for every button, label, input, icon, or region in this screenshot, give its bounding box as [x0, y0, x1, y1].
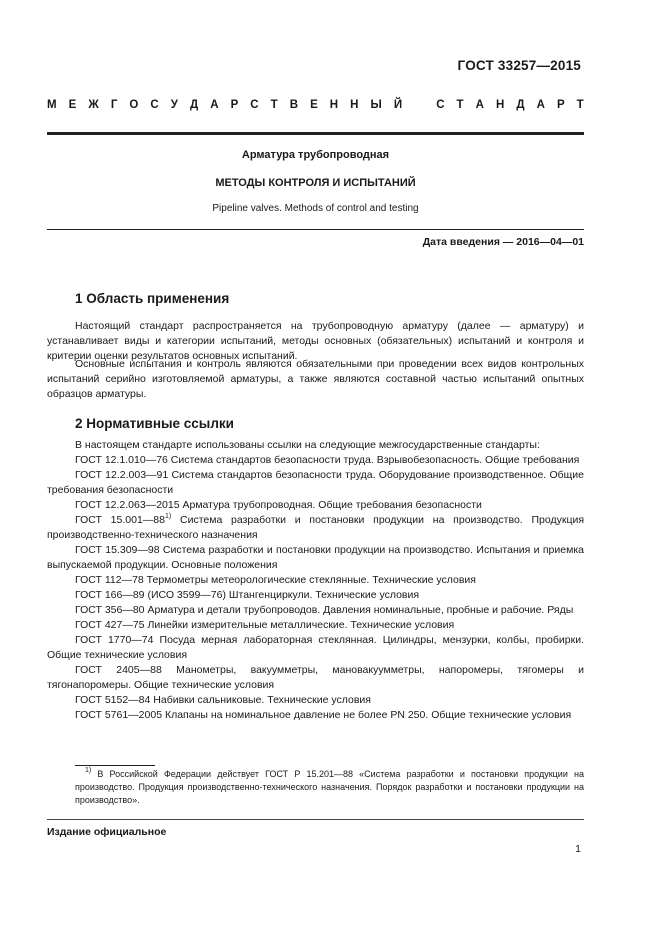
- banner-letter: Д: [189, 99, 199, 111]
- banner-letter: Ы: [370, 99, 382, 111]
- reference-item: ГОСТ 166—89 (ИСО 3599—76) Штангенциркули. Технические условия: [75, 589, 420, 601]
- banner-letter: Н: [350, 99, 359, 111]
- reference-item: ГОСТ 356—80 Арматура и детали трубопроводов. Давления номинальные, пробные и рабочие. Ряды: [75, 604, 574, 616]
- banner-letter: Т: [576, 99, 584, 111]
- banner-letter: Е: [310, 99, 318, 111]
- page-number: 1: [575, 843, 581, 855]
- footnote-divider: [75, 765, 155, 766]
- reference-item: ГОСТ 5152—84 Набивки сальниковые. Технические условия: [75, 694, 371, 706]
- banner-letter: С: [436, 99, 445, 111]
- introduction-date: Дата введения — 2016—04—01: [422, 236, 584, 248]
- reference-item: ГОСТ 12.2.003—91 Система стандартов безопасности труда. Оборудование производственное. Общие требования безопасности: [47, 469, 584, 496]
- reference-item: ГОСТ 427—75 Линейки измерительные металлические. Технические условия: [75, 619, 455, 631]
- reference-item: ГОСТ 15.309—98 Система разработки и постановки продукции на производство. Испытания и приемка выпускаемой продукции. Основные положения: [47, 544, 584, 571]
- reference-item: [47, 513, 584, 543]
- banner-letter: А: [536, 99, 545, 111]
- edition-divider: [47, 819, 584, 820]
- document-title: МЕТОДЫ КОНТРОЛЯ И ИСПЫТАНИЙ: [215, 177, 416, 189]
- banner-letter: Е: [68, 99, 77, 111]
- header-divider: [47, 132, 584, 135]
- reference-item: ГОСТ 12.1.010—76 Система стандартов безопасности труда. Взрывобезопасность. Общие требования: [75, 454, 580, 466]
- document-title-english: Pipeline valves. Methods of control and testing: [212, 203, 419, 214]
- official-edition-label: Издание официальное: [47, 826, 167, 838]
- banner-letter: О: [129, 99, 139, 111]
- reference-item: ГОСТ 12.2.063—2015 Арматура трубопроводная. Общие требования безопасности: [75, 499, 482, 511]
- standard-number: ГОСТ 33257—2015: [457, 58, 581, 73]
- banner-letter: С: [150, 99, 159, 111]
- interstate-standard-banner: [47, 99, 584, 111]
- section-heading-normative-refs: 2 Нормативные ссылки: [75, 416, 234, 431]
- banner-letter: С: [250, 99, 259, 111]
- footnote-text: В Российской Федерации действует ГОСТ Р 15.201—88 «Система разработки и постановки продукции на производство. Продукция производственно-технического назначения. Порядок разработки и постановки продукции на производство».: [75, 769, 584, 805]
- banner-letter: Н: [329, 99, 339, 111]
- banner-letter: М: [47, 99, 57, 111]
- banner-letter: А: [210, 99, 219, 111]
- banner-letter: Р: [230, 99, 239, 111]
- footnote: [75, 768, 584, 807]
- footnote-marker: 1): [164, 513, 172, 520]
- paragraph-text: Настоящий стандарт распространяется на трубопроводную арматуру (далее — арматуру) и устанавливает виды и категории испытаний, методы основных (обязательных) испытаний и контроля и критерии оценки результатов основных испытаний.: [47, 320, 584, 362]
- banner-letter: Т: [456, 99, 464, 111]
- reference-item: ГОСТ 1770—74 Посуда мерная лабораторная стеклянная. Цилиндры, мензурки, колбы, пробирки. Общие технические условия: [47, 634, 584, 661]
- banner-gap: [414, 99, 424, 111]
- banner-letter: Ж: [88, 99, 99, 111]
- banner-letter: Д: [516, 99, 525, 111]
- banner-letter: А: [475, 99, 484, 111]
- reference-code: ГОСТ 15.001—88: [75, 514, 165, 526]
- banner-letter: Й: [393, 99, 403, 111]
- title-divider: [47, 229, 584, 230]
- banner-letter: Г: [110, 99, 118, 111]
- normative-references-list: [47, 438, 584, 723]
- banner-letter: Н: [495, 99, 505, 111]
- banner-letter: Т: [270, 99, 278, 111]
- document-subject: Арматура трубопроводная: [241, 149, 390, 161]
- reference-item: ГОСТ 2405—88 Манометры, вакуумметры, мановакуумметры, напоромеры, тягомеры и тягонапоромеры. Общие технические условия: [47, 664, 584, 691]
- reference-item: ГОСТ 5761—2005 Клапаны на номинальное давление не более PN 250. Общие технические условия: [75, 709, 572, 721]
- banner-letter: У: [170, 99, 178, 111]
- section-heading-scope: 1 Область применения: [75, 291, 230, 306]
- paragraph-text: Основные испытания и контроль являются обязательными при проведении всех видов контрольных испытаний серийно изготовляемой арматуры, а также являются составной частью испытаний опытных образцов арматуры.: [47, 358, 584, 400]
- refs-intro: В настоящем стандарте использованы ссылки на следующие межгосударственные стандарты:: [75, 439, 540, 451]
- reference-text: Система разработки и постановки продукции на производство. Продукция производственно-технического назначения: [47, 514, 585, 541]
- banner-letter: Р: [556, 99, 565, 111]
- reference-item: ГОСТ 112—78 Термометры метеорологические стеклянные. Технические условия: [75, 574, 476, 586]
- footnote-mark: 1): [85, 767, 92, 774]
- paragraph: [47, 357, 584, 402]
- banner-letter: В: [289, 99, 299, 111]
